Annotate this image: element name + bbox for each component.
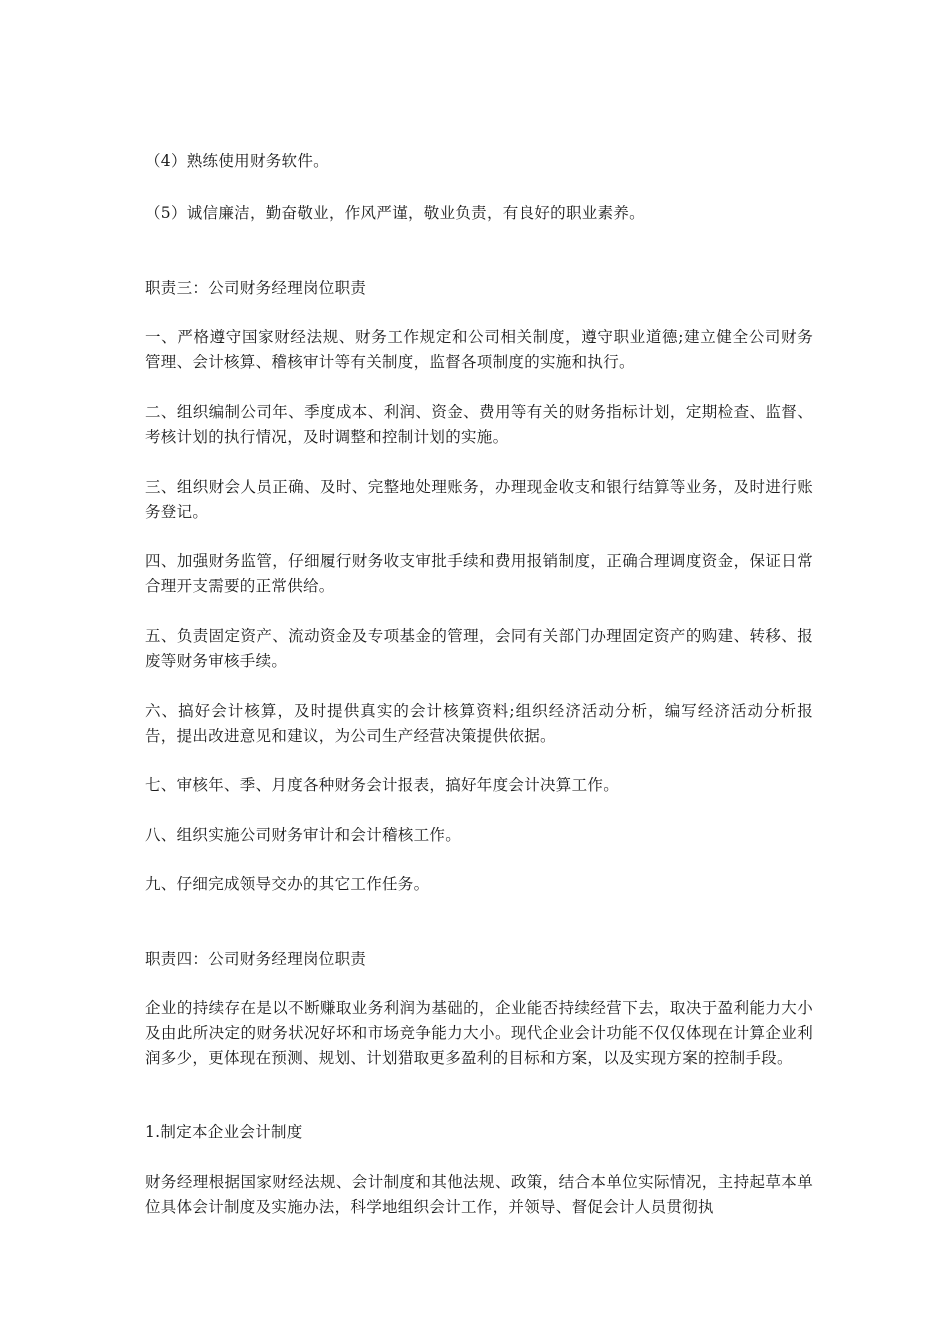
- requirement-item-4: （4）熟练使用财务软件。: [145, 152, 329, 170]
- body-paragraph: 财务经理根据国家财经法规、会计制度和其他法规、政策，结合本单位实际情况，主持起草本单位具体会计制度及实施办法，科学地组织会计工作，并领导、督促会计人员贯彻执: [145, 1173, 813, 1216]
- duty-item-1: 一、严格遵守国家财经法规、财务工作规定和公司相关制度，遵守职业道德;建立健全公司财务管理、会计核算、稽核审计等有关制度，监督各项制度的实施和执行。: [145, 328, 813, 371]
- duty-item-8: 八、组织实施公司财务审计和会计稽核工作。: [145, 826, 462, 844]
- duty-item-6: 六、搞好会计核算，及时提供真实的会计核算资料;组织经济活动分析，编写经济活动分析报告，提出改进意见和建议，为公司生产经营决策提供依据。: [145, 702, 813, 745]
- duty-item-7: 七、审核年、季、月度各种财务会计报表，搞好年度会计决算工作。: [145, 776, 620, 794]
- duty-item-2: 二、组织编制公司年、季度成本、利润、资金、费用等有关的财务指标计划，定期检查、监督、考核计划的执行情况，及时调整和控制计划的实施。: [145, 403, 813, 446]
- duty-item-4: 四、加强财务监管，仔细履行财务收支审批手续和费用报销制度，正确合理调度资金，保证日常合理开支需要的正常供给。: [145, 552, 813, 595]
- duty-item-5: 五、负责固定资产、流动资金及专项基金的管理，会同有关部门办理固定资产的购建、转移、报废等财务审核手续。: [145, 627, 813, 670]
- requirement-item-5: （5）诚信廉洁，勤奋敬业，作风严谨，敬业负责，有良好的职业素养。: [145, 204, 645, 222]
- intro-paragraph: 企业的持续存在是以不断赚取业务利润为基础的，企业能否持续经营下去，取决于盈利能力大小及由此所决定的财务状况好坏和市场竞争能力大小。现代企业会计功能不仅仅体现在计算企业利润多少，更体现在预测、规划、计划猎取更多盈利的目标和方案，以及实现方案的控制手段。: [145, 999, 813, 1067]
- section-heading-4: 职责四：公司财务经理岗位职责: [145, 950, 367, 968]
- duty-item-9: 九、仔细完成领导交办的其它工作任务。: [145, 875, 430, 893]
- duty-item-3: 三、组织财会人员正确、及时、完整地处理账务，办理现金收支和银行结算等业务，及时进行账务登记。: [145, 478, 813, 521]
- subheading-1: 1.制定本企业会计制度: [145, 1123, 303, 1141]
- section-heading-3: 职责三：公司财务经理岗位职责: [145, 279, 367, 297]
